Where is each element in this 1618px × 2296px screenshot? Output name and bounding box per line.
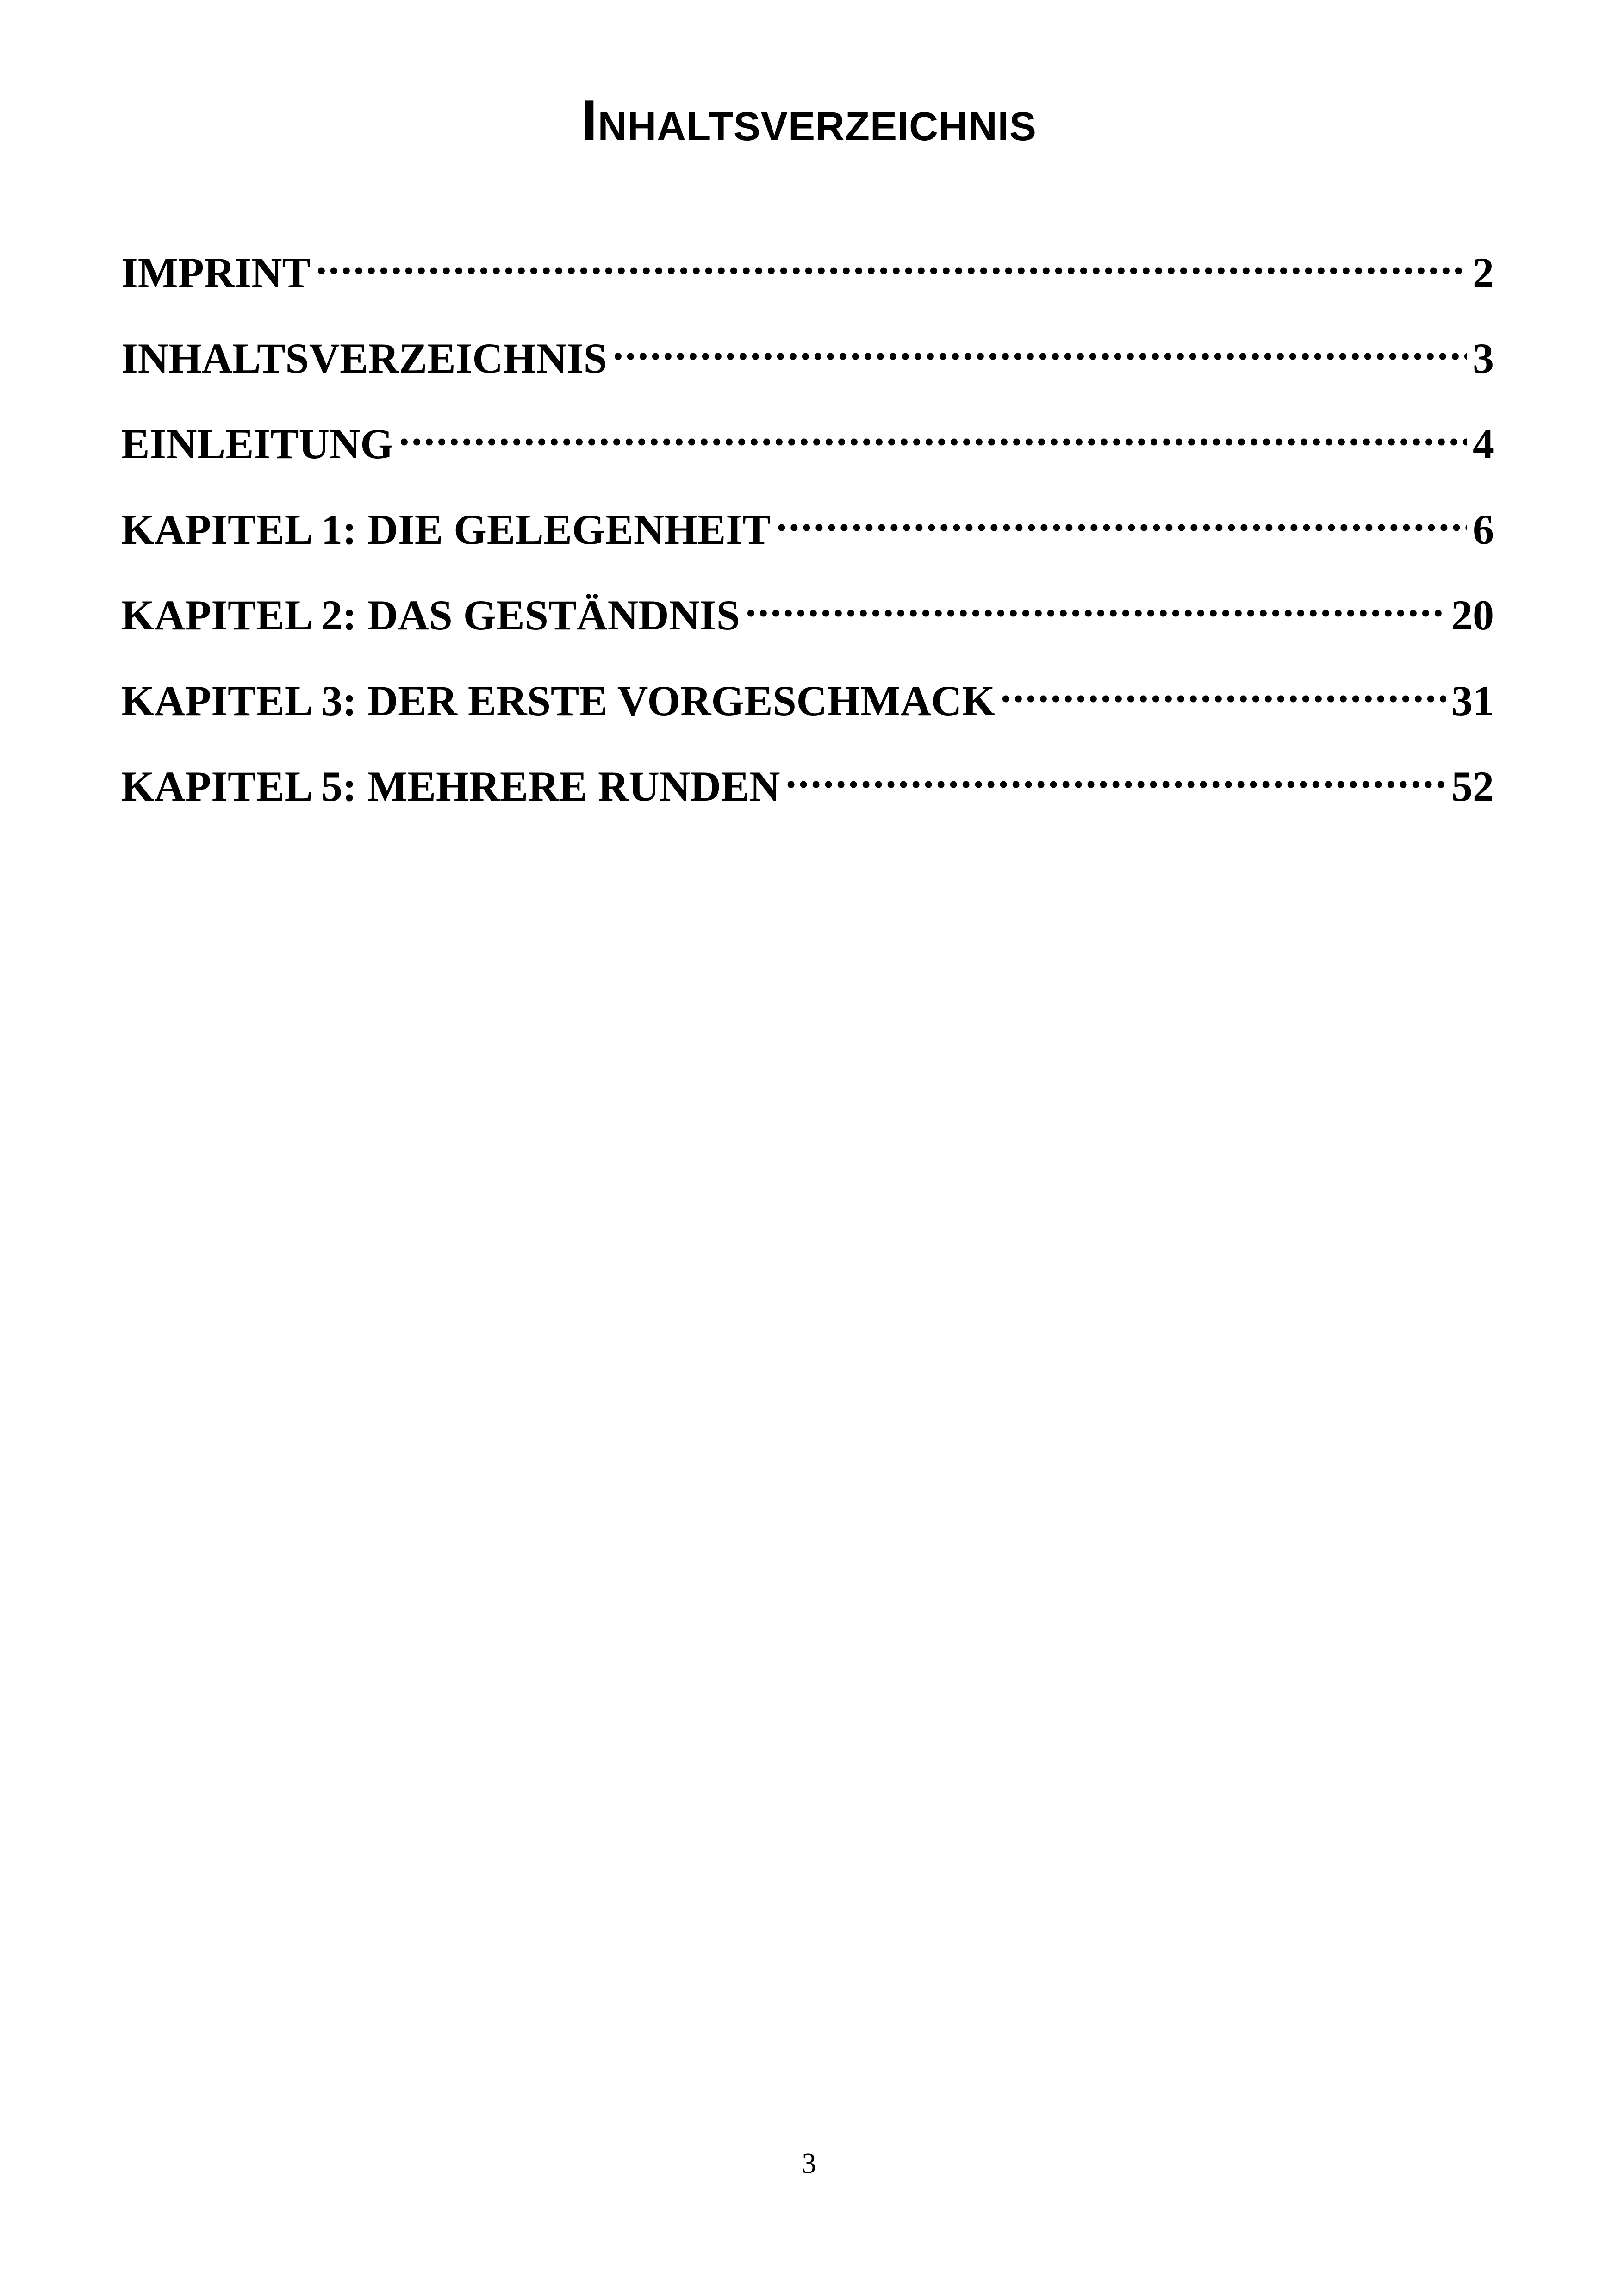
dot-leader — [399, 403, 1467, 458]
toc-entry[interactable] — [121, 403, 1494, 488]
dot-leader — [786, 745, 1446, 801]
table-of-contents — [121, 231, 1494, 831]
toc-entry-page: 52 — [1451, 763, 1494, 810]
toc-entry-page: 31 — [1451, 677, 1494, 724]
toc-entry[interactable] — [121, 574, 1494, 660]
toc-entry-label: EINLEITUNG — [121, 420, 393, 467]
toc-entry[interactable] — [121, 660, 1494, 745]
dot-leader — [746, 574, 1446, 629]
toc-entry-page: 6 — [1473, 506, 1494, 553]
toc-entry-page: 20 — [1451, 591, 1494, 639]
toc-entry[interactable] — [121, 231, 1494, 317]
dot-leader — [613, 317, 1467, 373]
dot-leader — [776, 488, 1467, 544]
toc-entry[interactable] — [121, 317, 1494, 403]
toc-entry-page: 2 — [1473, 249, 1494, 296]
page-number: 3 — [802, 2148, 816, 2179]
toc-entry-label: INHALTSVERZEICHNIS — [121, 335, 607, 382]
toc-entry-page: 4 — [1473, 420, 1494, 467]
toc-entry-label: KAPITEL 1: DIE GELEGENHEIT — [121, 506, 771, 553]
dot-leader — [1001, 660, 1446, 715]
toc-entry[interactable] — [121, 745, 1494, 831]
toc-entry[interactable] — [121, 488, 1494, 574]
toc-entry-page: 3 — [1473, 335, 1494, 382]
page-title: Inhaltsverzeichnis — [581, 89, 1037, 153]
dot-leader — [316, 231, 1467, 287]
toc-entry-label: IMPRINT — [121, 249, 311, 296]
toc-entry-label: KAPITEL 3: DER ERSTE VORGESCHMACK — [121, 677, 995, 724]
toc-entry-label: KAPITEL 2: DAS GESTÄNDNIS — [121, 591, 740, 639]
toc-entry-label: KAPITEL 5: MEHRERE RUNDEN — [121, 763, 780, 810]
